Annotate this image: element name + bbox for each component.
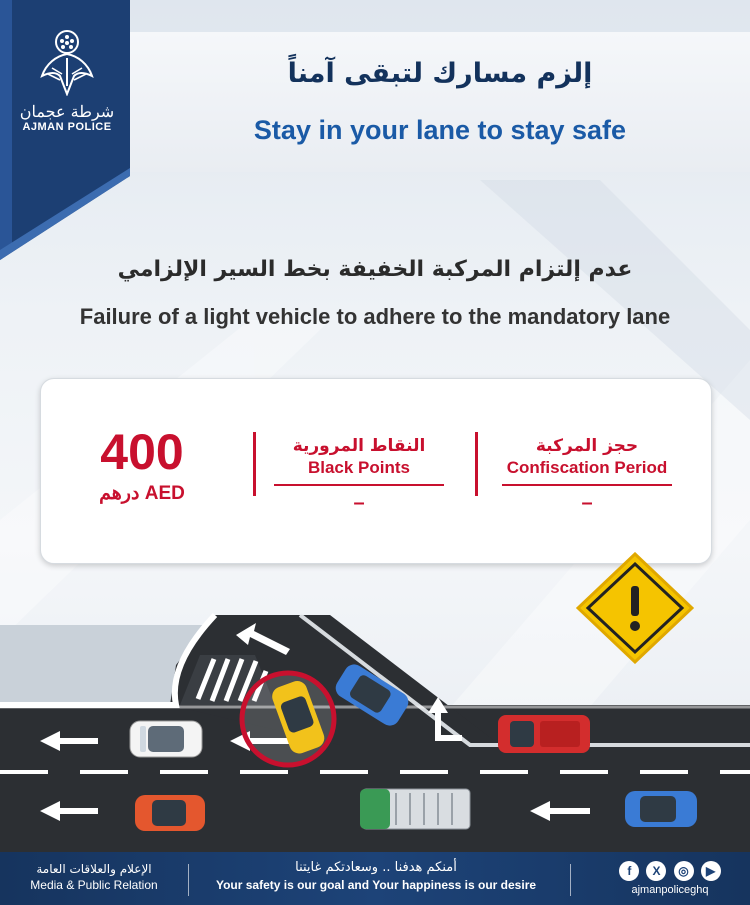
orange-car (135, 795, 205, 831)
violation-title-arabic: عدم إلتزام المركبة الخفيفة بخط السير الإلزامي (117, 257, 633, 282)
logo-english-text: AJMAN POLICE (22, 121, 112, 133)
fine-currency: AED درهم (99, 483, 185, 504)
footer-divider (188, 864, 189, 896)
logo-arabic-text: شرطة عجمان (19, 102, 115, 121)
footer-social (600, 860, 740, 896)
footer-slogan-arabic: أمنكم هدفنا .. وسعادتكم غايتنا (295, 860, 457, 875)
green-truck (360, 789, 470, 829)
violation-title-english: Failure of a light vehicle to adhere to the mandatory lane (79, 304, 671, 329)
instagram-icon[interactable]: ◎ (674, 861, 694, 881)
police-emblem-icon (38, 28, 96, 96)
footer-department (14, 862, 174, 892)
x-icon[interactable]: X (646, 861, 666, 881)
red-van (498, 715, 590, 753)
card-separator (253, 432, 256, 496)
white-car (130, 721, 202, 757)
black-points-label-arabic: النقاط المرورية (292, 436, 426, 456)
campaign-title-english: Stay in your lane to stay safe (253, 115, 627, 145)
facebook-icon[interactable]: f (619, 861, 639, 881)
confiscation-value: – (581, 492, 593, 514)
youtube-icon[interactable]: ▶ (701, 861, 721, 881)
footer-dept-arabic: الإعلام والعلاقات العامة (36, 862, 152, 876)
ajman-police-logo (12, 28, 122, 168)
black-points-value: – (353, 492, 365, 514)
footer-bar (0, 852, 750, 905)
blue-car-right (625, 791, 697, 827)
footer-slogan (196, 860, 556, 892)
black-points-section (270, 436, 448, 515)
confiscation-underline (502, 484, 672, 486)
violation-highlight (242, 673, 334, 765)
footer-slogan-english: Your safety is our goal and Your happiness is our desire (215, 878, 537, 892)
social-handle[interactable]: ajmanpoliceghq (631, 884, 709, 896)
black-points-underline (274, 484, 444, 486)
card-separator (475, 432, 478, 496)
warning-sign-icon (576, 552, 694, 664)
footer-divider (570, 864, 571, 896)
black-points-label-english: Black Points (307, 458, 411, 477)
fine-amount (62, 424, 222, 505)
campaign-title-arabic: إلزم مسارك لتبقى آمناً (287, 58, 593, 89)
confiscation-label-english: Confiscation Period (506, 458, 668, 477)
confiscation-section (490, 436, 684, 515)
fine-value: 400 (100, 424, 184, 480)
confiscation-label-arabic: حجز المركبة (535, 436, 639, 456)
footer-dept-english: Media & Public Relation (30, 878, 158, 892)
